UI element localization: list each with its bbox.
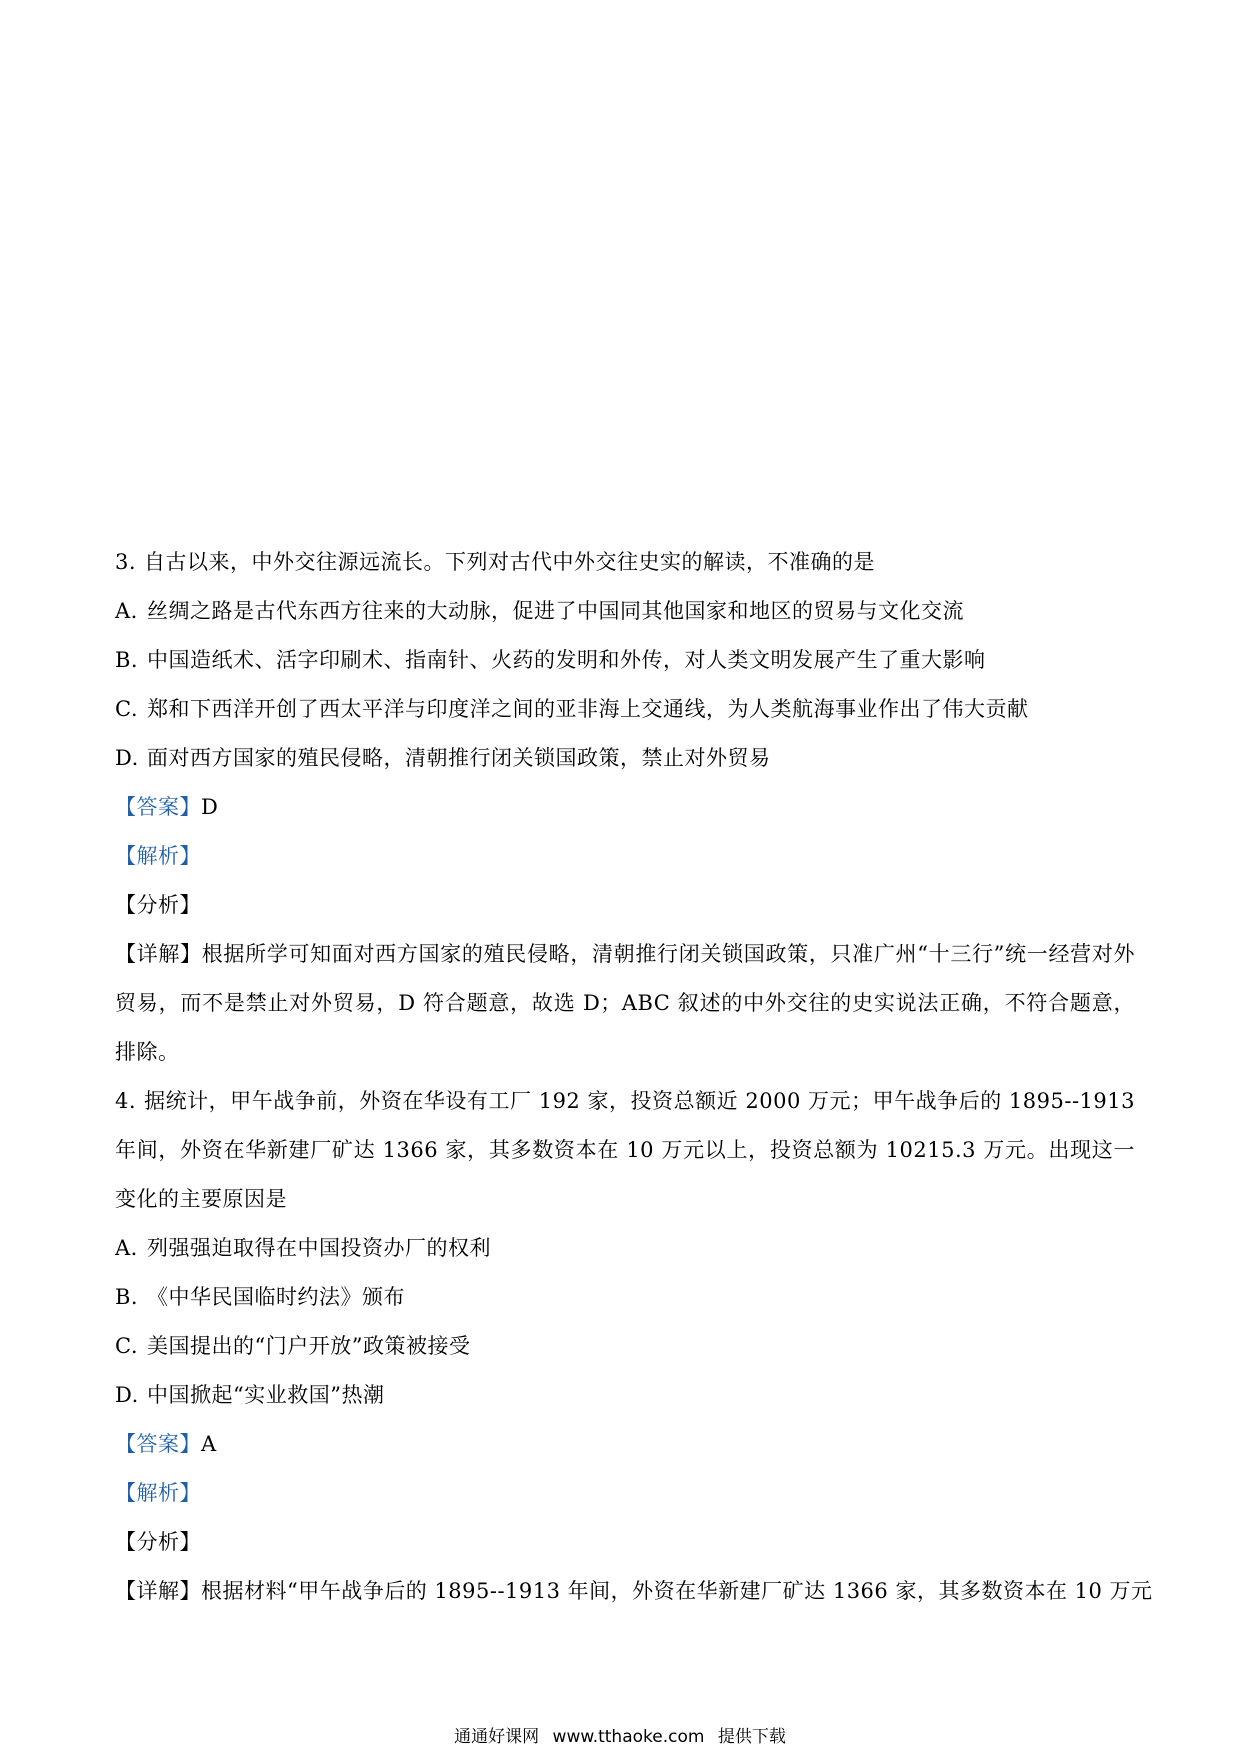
- fenxi-tag: 【分析】: [115, 893, 201, 917]
- fenxi-line: [115, 881, 1135, 930]
- answer-line: [115, 783, 1135, 832]
- detail-tag: 【详解】: [115, 1579, 201, 1603]
- option-letter: C.: [115, 1334, 138, 1358]
- option-text: 中国掀起“实业救国”热潮: [147, 1383, 385, 1407]
- detail-paragraph: [115, 1567, 1153, 1616]
- question-number: 3.: [115, 550, 137, 574]
- footer-url[interactable]: www.tthaoke.com: [552, 1727, 705, 1747]
- option-a: [115, 587, 1135, 636]
- option-letter: A.: [115, 599, 138, 623]
- detail-text: 根据材料“甲午战争后的 1895--1913 年间，外资在华新建厂矿达 1366 家，其多数资本在 10 万元: [201, 1579, 1153, 1603]
- option-text: 丝绸之路是古代东西方往来的大动脉，促进了中国同其他国家和地区的贸易与文化交流: [147, 599, 964, 623]
- option-letter: D.: [115, 1383, 139, 1407]
- option-letter: C.: [115, 697, 138, 721]
- footer-action: 提供下载: [717, 1727, 786, 1747]
- option-c: [115, 1322, 1135, 1371]
- option-d: [115, 1371, 1135, 1420]
- question-stem-text: 据统计，甲午战争前，外资在华设有工厂 192 家，投资总额近 2000 万元；甲午战争后的 1895--1913 年间，外资在华新建厂矿达 1366 家，其多数资本在 10 万元以上，投资总额为 10215.3 万元。出现这一变化的主要原因是: [115, 1089, 1135, 1211]
- option-a: [115, 1224, 1135, 1273]
- answer-tag: 【答案】: [115, 795, 201, 819]
- option-letter: B.: [115, 1285, 139, 1309]
- detail-text: 根据所学可知面对西方国家的殖民侵略，清朝推行闭关锁国政策，只准广州“十三行”统一经营对外贸易，而不是禁止对外贸易，D 符合题意，故选 D；ABC 叙述的中外交往的史实说法正确，不符合题意，排除。: [115, 942, 1136, 1064]
- option-letter: A.: [115, 1236, 138, 1260]
- option-letter: B.: [115, 648, 139, 672]
- detail-paragraph: [115, 930, 1135, 1077]
- question-stem-text: 自古以来，中外交往源远流长。下列对古代中外交往史实的解读，不准确的是: [144, 550, 876, 574]
- detail-tag: 【详解】: [115, 942, 202, 966]
- page-footer: [0, 1722, 1240, 1747]
- answer-value: A: [201, 1432, 217, 1456]
- fenxi-tag: 【分析】: [115, 1530, 201, 1554]
- option-b: [115, 636, 1135, 685]
- option-text: 美国提出的“门户开放”政策被接受: [147, 1334, 471, 1358]
- footer-site-name: 通通好课网: [454, 1727, 540, 1747]
- option-d: [115, 734, 1135, 783]
- option-text: 郑和下西洋开创了西太平洋与印度洋之间的亚非海上交通线，为人类航海事业作出了伟大贡献: [147, 697, 1029, 721]
- option-text: 面对西方国家的殖民侵略，清朝推行闭关锁国政策，禁止对外贸易: [147, 746, 771, 770]
- option-letter: D.: [115, 746, 139, 770]
- option-text: 列强强迫取得在中国投资办厂的权利: [147, 1236, 491, 1260]
- answer-value: D: [201, 795, 219, 819]
- option-b: [115, 1273, 1135, 1322]
- answer-line: [115, 1420, 1135, 1469]
- analysis-line: [115, 1469, 1135, 1518]
- analysis-tag: 【解析】: [115, 844, 201, 868]
- content-body: [115, 538, 1153, 1616]
- question-3-stem: [115, 538, 1135, 587]
- analysis-line: [115, 832, 1135, 881]
- question-4-stem: [115, 1077, 1135, 1224]
- answer-tag: 【答案】: [115, 1432, 201, 1456]
- option-text: 《中华民国临时约法》颁布: [147, 1285, 405, 1309]
- option-c: [115, 685, 1135, 734]
- fenxi-line: [115, 1518, 1135, 1567]
- analysis-tag: 【解析】: [115, 1481, 201, 1505]
- option-text: 中国造纸术、活字印刷术、指南针、火药的发明和外传，对人类文明发展产生了重大影响: [147, 648, 986, 672]
- question-number: 4.: [115, 1089, 137, 1113]
